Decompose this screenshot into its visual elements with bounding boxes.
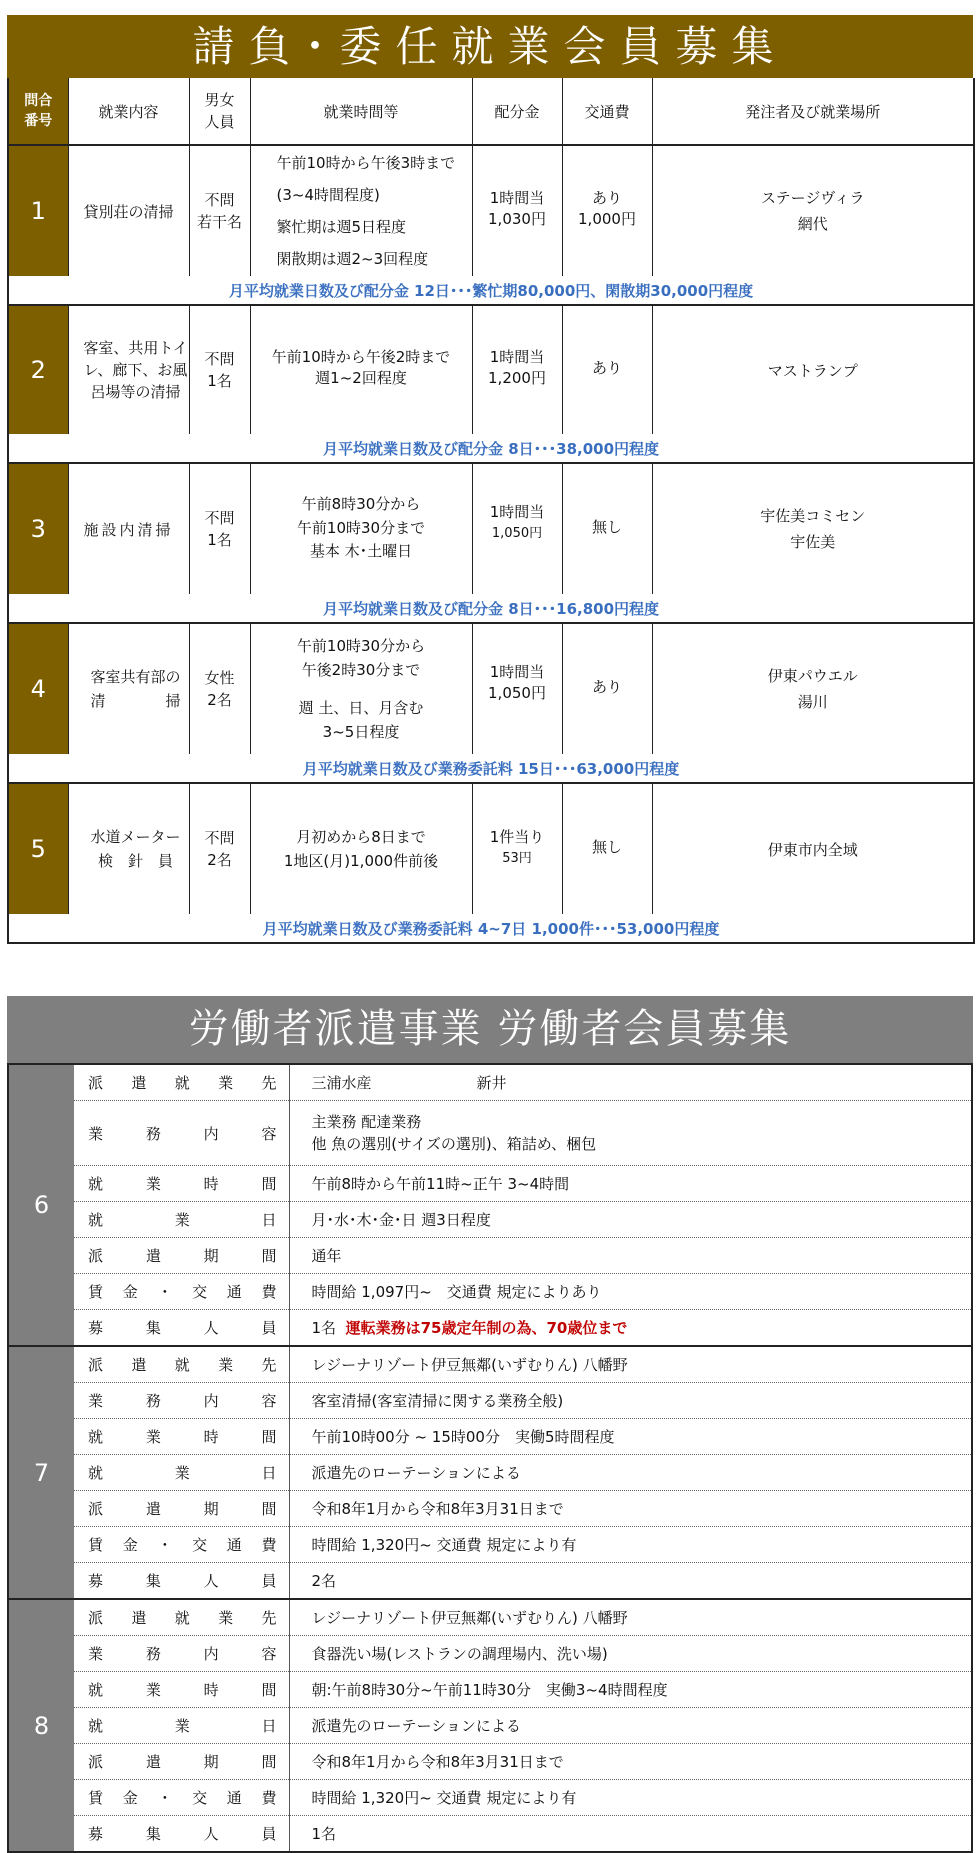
header-gender: 男女 人員 xyxy=(189,78,250,145)
header-hours: 就業時間等 xyxy=(250,78,472,145)
value-dispatch-site: レジーナリゾート伊豆無鄰(いずむりん) 八幡野 xyxy=(289,1599,972,1636)
job-description: 客室共有部の 清 掃 xyxy=(68,623,189,754)
row-number: 2 xyxy=(8,305,68,434)
monthly-summary: 月平均就業日数及び業務委託料 15日･･･63,000円程度 xyxy=(8,754,974,783)
table-row xyxy=(8,1455,972,1491)
job-description: 施設内清掃 xyxy=(68,463,189,594)
label-dispatch-site: 派遣就業先 xyxy=(74,1064,289,1101)
value-work-hours: 午前10時00分 ~ 15時00分 実働5時間程度 xyxy=(289,1419,972,1455)
work-hours: 午前10時30分から 午後2時30分まで 週 土、日、月含む 3~5日程度 xyxy=(250,623,472,754)
value-work-hours: 午前8時から午前11時~正午 3~4時間 xyxy=(289,1166,972,1202)
job-description: 水道メーター 検 針 員 xyxy=(68,783,189,914)
value-dispatch-site: 三浦水産 新井 xyxy=(289,1064,972,1101)
table-row xyxy=(8,463,974,594)
gender-headcount: 不問 2名 xyxy=(189,783,250,914)
table-row xyxy=(8,1202,972,1238)
header-transport: 交通費 xyxy=(562,78,652,145)
table-row xyxy=(8,1708,972,1744)
label-wage-transport: 賃金・交通費 xyxy=(74,1527,289,1563)
gender-headcount: 不問 1名 xyxy=(189,463,250,594)
label-dispatch-period: 派遣期間 xyxy=(74,1238,289,1274)
gender-headcount: 不問 1名 xyxy=(189,305,250,434)
client-location: 伊東パウエル 湯川 xyxy=(652,623,974,754)
table-row xyxy=(8,145,974,276)
label-work-hours: 就業時間 xyxy=(74,1419,289,1455)
work-hours: 午前10時から午後3時まで (3~4時間程度) 繁忙期は週5日程度 閑散期は週2~3回程度 xyxy=(250,145,472,276)
pay: 1時間当 1,050円 xyxy=(472,623,562,754)
label-wage-transport: 賃金・交通費 xyxy=(74,1274,289,1310)
table-row xyxy=(8,1166,972,1202)
pay: 1時間当 1,050円 xyxy=(472,463,562,594)
label-job-content: 業務内容 xyxy=(74,1636,289,1672)
label-work-days: 就業日 xyxy=(74,1455,289,1491)
value-dispatch-period: 通年 xyxy=(289,1238,972,1274)
job-description: 客室、共用トイ レ、廊下、お風 呂場等の清掃 xyxy=(68,305,189,434)
gender-headcount: 女性 2名 xyxy=(189,623,250,754)
job-description: 貸別荘の清掃 xyxy=(68,145,189,276)
label-dispatch-period: 派遣期間 xyxy=(74,1491,289,1527)
age-limit-note: 運転業務は75歳定年制の為、70歳位まで xyxy=(345,1319,628,1337)
table-row xyxy=(8,305,974,434)
pay: 1件当り 53円 xyxy=(472,783,562,914)
table-row xyxy=(8,1101,972,1166)
value-dispatch-period: 令和8年1月から令和8年3月31日まで xyxy=(289,1744,972,1780)
label-dispatch-site: 派遣就業先 xyxy=(74,1599,289,1636)
table-row xyxy=(8,1672,972,1708)
pay: 1時間当 1,030円 xyxy=(472,145,562,276)
header-number: 問合 番号 xyxy=(8,78,68,145)
label-work-days: 就業日 xyxy=(74,1202,289,1238)
label-dispatch-site: 派遣就業先 xyxy=(74,1346,289,1383)
row-number: 5 xyxy=(8,783,68,914)
contract-jobs-section xyxy=(7,15,973,944)
work-hours: 午前10時から午後2時まで 週1~2回程度 xyxy=(250,305,472,434)
value-work-days: 派遣先のローテーションによる xyxy=(289,1708,972,1744)
dispatch-jobs-table xyxy=(7,1063,973,1853)
monthly-summary: 月平均就業日数及び配分金 8日･･･38,000円程度 xyxy=(8,434,974,463)
transport: あり xyxy=(562,623,652,754)
label-job-content: 業務内容 xyxy=(74,1101,289,1166)
value-wage-transport: 時間給 1,320円~ 交通費 規定により有 xyxy=(289,1780,972,1816)
transport: 無し xyxy=(562,783,652,914)
summary-row xyxy=(8,434,974,463)
transport: 無し xyxy=(562,463,652,594)
row-number: 4 xyxy=(8,623,68,754)
row-number: 1 xyxy=(8,145,68,276)
value-work-days: 派遣先のローテーションによる xyxy=(289,1455,972,1491)
table-row xyxy=(8,1419,972,1455)
monthly-summary: 月平均就業日数及び配分金 8日･･･16,800円程度 xyxy=(8,594,974,623)
label-wage-transport: 賃金・交通費 xyxy=(74,1780,289,1816)
pay: 1時間当 1,200円 xyxy=(472,305,562,434)
value-work-hours: 朝:午前8時30分~午前11時30分 実働3~4時間程度 xyxy=(289,1672,972,1708)
value-job-content: 食器洗い場(レストランの調理場内、洗い場) xyxy=(289,1636,972,1672)
value-job-content: 主業務 配達業務 他 魚の選別(サイズの選別)、箱詰め、梱包 xyxy=(289,1101,972,1166)
value-wage-transport: 時間給 1,097円~ 交通費 規定によりあり xyxy=(289,1274,972,1310)
transport: あり 1,000円 xyxy=(562,145,652,276)
value-headcount: 1名 運転業務は75歳定年制の為、70歳位まで xyxy=(289,1310,972,1347)
section1-title: 請負･委任就業会員募集 xyxy=(7,15,973,78)
group-number: 6 xyxy=(8,1064,74,1346)
table-row xyxy=(8,1346,972,1383)
summary-row xyxy=(8,594,974,623)
section2-title: 労働者派遣事業 労働者会員募集 xyxy=(7,996,973,1063)
label-headcount: 募集人員 xyxy=(74,1816,289,1853)
table-row xyxy=(8,1064,972,1101)
dispatch-jobs-section xyxy=(7,996,973,1853)
row-number: 3 xyxy=(8,463,68,594)
transport: あり xyxy=(562,305,652,434)
value-headcount: 2名 xyxy=(289,1563,972,1600)
label-work-hours: 就業時間 xyxy=(74,1166,289,1202)
table-header-row xyxy=(8,78,974,145)
label-work-days: 就業日 xyxy=(74,1708,289,1744)
client-location: 伊東市内全域 xyxy=(652,783,974,914)
header-client: 発注者及び就業場所 xyxy=(652,78,974,145)
table-row xyxy=(8,1274,972,1310)
client-location: 宇佐美コミセン 宇佐美 xyxy=(652,463,974,594)
table-row xyxy=(8,623,974,754)
table-row xyxy=(8,1527,972,1563)
gender-headcount: 不問 若干名 xyxy=(189,145,250,276)
value-work-days: 月･水･木･金･日 週3日程度 xyxy=(289,1202,972,1238)
value-headcount: 1名 xyxy=(289,1816,972,1853)
value-dispatch-period: 令和8年1月から令和8年3月31日まで xyxy=(289,1491,972,1527)
summary-row xyxy=(8,276,974,305)
value-dispatch-site: レジーナリゾート伊豆無鄰(いずむりん) 八幡野 xyxy=(289,1346,972,1383)
group-number: 8 xyxy=(8,1599,74,1852)
table-row xyxy=(8,1238,972,1274)
summary-row xyxy=(8,754,974,783)
work-hours: 月初めから8日まで 1地区(月)1,000件前後 xyxy=(250,783,472,914)
table-row xyxy=(8,1491,972,1527)
monthly-summary: 月平均就業日数及び業務委託料 4~7日 1,000件･･･53,000円程度 xyxy=(8,914,974,943)
header-job: 就業内容 xyxy=(68,78,189,145)
table-row xyxy=(8,783,974,914)
value-wage-transport: 時間給 1,320円~ 交通費 規定により有 xyxy=(289,1527,972,1563)
client-location: マストランプ xyxy=(652,305,974,434)
table-row xyxy=(8,1563,972,1600)
value-job-content: 客室清掃(客室清掃に関する業務全般) xyxy=(289,1383,972,1419)
header-pay: 配分金 xyxy=(472,78,562,145)
table-row xyxy=(8,1599,972,1636)
table-row xyxy=(8,1383,972,1419)
table-row xyxy=(8,1310,972,1347)
contract-jobs-table xyxy=(7,78,975,944)
table-row xyxy=(8,1816,972,1853)
label-work-hours: 就業時間 xyxy=(74,1672,289,1708)
work-hours: 午前8時30分から 午前10時30分まで 基本 木･土曜日 xyxy=(250,463,472,594)
label-headcount: 募集人員 xyxy=(74,1563,289,1600)
summary-row xyxy=(8,914,974,943)
label-job-content: 業務内容 xyxy=(74,1383,289,1419)
client-location: ステージヴィラ 網代 xyxy=(652,145,974,276)
label-headcount: 募集人員 xyxy=(74,1310,289,1347)
table-row xyxy=(8,1780,972,1816)
monthly-summary: 月平均就業日数及び配分金 12日･･･繁忙期80,000円、閑散期30,000円程度 xyxy=(8,276,974,305)
group-number: 7 xyxy=(8,1346,74,1599)
table-row xyxy=(8,1744,972,1780)
label-dispatch-period: 派遣期間 xyxy=(74,1744,289,1780)
table-row xyxy=(8,1636,972,1672)
